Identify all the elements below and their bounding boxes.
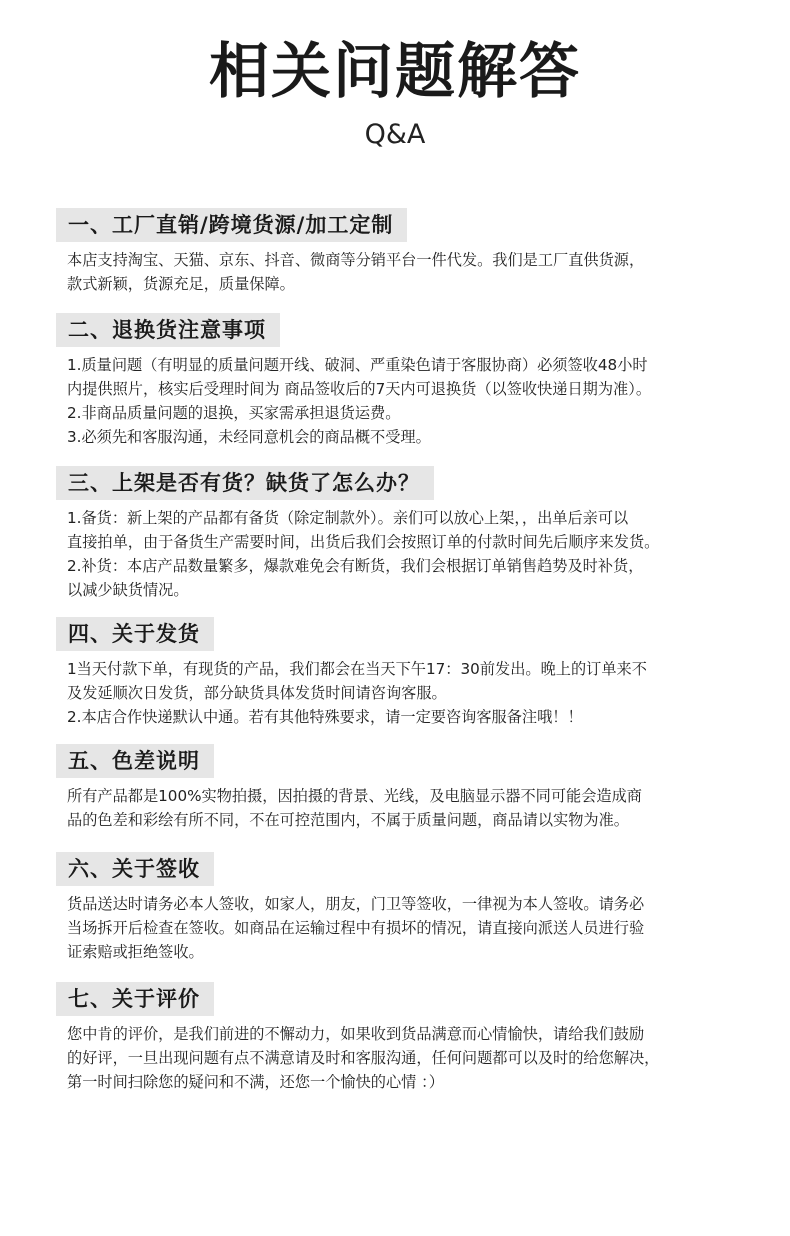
section-reviews [56, 982, 746, 1094]
section-heading: 四、关于发货 [56, 617, 214, 651]
section-heading: 五、色差说明 [56, 744, 214, 778]
section-body [56, 248, 746, 296]
section-color-difference [56, 744, 746, 832]
section-body [56, 784, 746, 832]
section-heading: 二、退换货注意事项 [56, 313, 280, 347]
body-line: 第一时间扫除您的疑问和不满，还您一个愉快的心情 ：） [67, 1073, 444, 1091]
body-line: 2.本店合作快递默认中通。若有其他特殊要求，请一定要咨询客服备注哦！！ [67, 708, 583, 726]
body-line: 品的色差和彩绘有所不同，不在可控范围内，不属于质量问题，商品请以实物为准。 [67, 811, 629, 829]
section-heading: 三、上架是否有货？缺货了怎么办？ [56, 466, 434, 500]
body-line: 款式新颖，货源充足，质量保障。 [67, 275, 295, 293]
body-line: 3.必须先和客服沟通，未经同意机会的商品概不受理。 [67, 428, 431, 446]
section-heading: 一、工厂直销/跨境货源/加工定制 [56, 208, 407, 242]
body-line: 证索赔或拒绝签收。 [67, 943, 204, 961]
page-title: 相关问题解答 [209, 37, 581, 107]
section-heading: 七、关于评价 [56, 982, 214, 1016]
body-line: 1.质量问题（有明显的质量问题开线、破洞、严重染色请于客服协商）必须签收48小时 [67, 356, 648, 374]
section-body [56, 1022, 746, 1094]
body-line: 直接拍单，由于备货生产需要时间，出货后我们会按照订单的付款时间先后顺序来发货。 [67, 533, 660, 551]
section-body [56, 892, 746, 964]
body-line: 及发延顺次日发货，部分缺货具体发货时间请咨询客服。 [67, 684, 447, 702]
body-line: 本店支持淘宝、天猫、京东、抖音、微商等分销平台一件代发。我们是工厂直供货源， [67, 251, 645, 269]
section-body [56, 506, 746, 602]
body-line: 以减少缺货情况。 [67, 581, 189, 599]
section-body [56, 353, 746, 449]
body-line: 内提供照片，核实后受理时间为 商品签收后的7天内可退换货（以签收快递日期为准）。 [67, 380, 652, 398]
page-subtitle: Q&A [364, 119, 426, 150]
section-signing [56, 852, 746, 964]
body-line: 所有产品都是100%实物拍摄，因拍摄的背景、光线，及电脑显示器不同可能会造成商 [67, 787, 642, 805]
body-line: 当场拆开后检查在签收。如商品在运输过程中有损坏的情况，请直接向派送人员进行验 [67, 919, 645, 937]
section-shipping [56, 617, 746, 729]
body-line: 2.非商品质量问题的退换，买家需承担退货运费。 [67, 404, 401, 422]
body-line: 2.补货：本店产品数量繁多，爆款难免会有断货，我们会根据订单销售趋势及时补货， [67, 557, 644, 575]
body-line: 1.备货：新上架的产品都有备货（除定制款外）。亲们可以放心上架，，出单后亲可以 [67, 509, 629, 527]
body-line: 的好评，一旦出现问题有点不满意请及时和客服沟通，任何问题都可以及时的给您解决， [67, 1049, 660, 1067]
section-stock [56, 466, 746, 602]
section-body [56, 657, 746, 729]
section-returns [56, 313, 746, 449]
body-line: 货品送达时请务必本人签收，如家人，朋友，门卫等签收，一律视为本人签收。请务必 [67, 895, 645, 913]
section-factory-direct [56, 208, 746, 296]
body-line: 1当天付款下单，有现货的产品，我们都会在当天下午17：30前发出。晚上的订单来不 [67, 660, 647, 678]
section-heading: 六、关于签收 [56, 852, 214, 886]
body-line: 您中肯的评价，是我们前进的不懈动力，如果收到货品满意而心情愉快，请给我们鼓励 [67, 1025, 645, 1043]
